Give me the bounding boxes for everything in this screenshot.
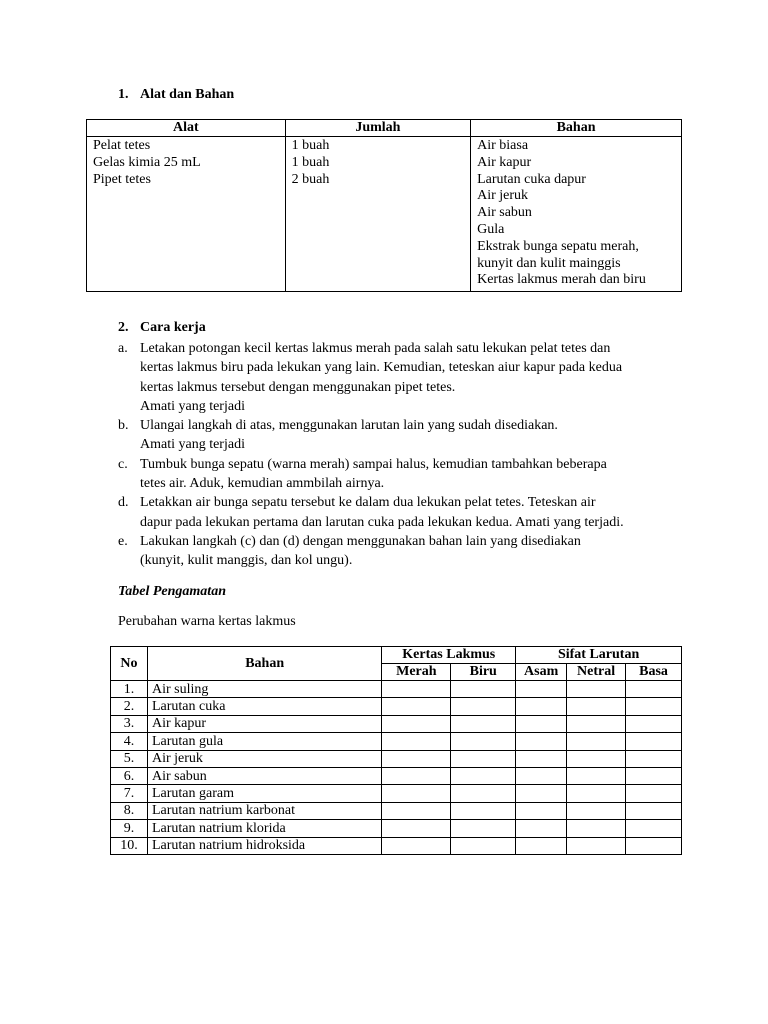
header-biru: Biru (451, 664, 516, 681)
jumlah-item: 1 buah (291, 138, 330, 153)
cell-merah (382, 733, 451, 750)
cell-basa (626, 802, 682, 819)
cell-netral (567, 785, 626, 802)
cell-netral (567, 837, 626, 854)
step-a (118, 339, 688, 416)
step-label: c. (118, 456, 128, 472)
cell-biru (451, 802, 516, 819)
header-jumlah: Jumlah (285, 120, 470, 137)
step-line: Tumbuk bunga sepatu (warna merah) sampai halus, kemudian tambahkan beberapa (140, 456, 607, 472)
section-2-title: Cara kerja (140, 320, 206, 335)
bahan-item: Air sabun (477, 205, 532, 221)
cell-biru (451, 750, 516, 767)
table-row (111, 750, 682, 767)
alat-bahan-table (86, 119, 682, 292)
table-row (111, 733, 682, 750)
step-b (118, 416, 688, 455)
jumlah-item: 1 buah (291, 154, 330, 170)
cell-asam (516, 733, 567, 750)
cell-basa (626, 750, 682, 767)
cell-biru (451, 698, 516, 715)
perubahan-warna-title: Perubahan warna kertas lakmus (118, 614, 296, 629)
row-bahan: Air jeruk (147, 750, 381, 767)
alat-item: Pipet tetes (93, 171, 151, 187)
bahan-item: Air kapur (477, 154, 532, 170)
bahan-item: Ekstrak bunga sepatu merah, (477, 238, 639, 254)
step-line: kertas lakmus biru pada lekukan yang lain. Kemudian, teteskan aiur kapur pada kedua (140, 360, 623, 376)
cell-biru (451, 820, 516, 837)
cell-asam (516, 698, 567, 715)
table-row (111, 837, 682, 854)
alat-item: Gelas kimia 25 mL (93, 154, 201, 170)
row-no: 3. (111, 715, 148, 732)
row-bahan: Larutan garam (147, 785, 381, 802)
cell-biru (451, 767, 516, 784)
cell-netral (567, 802, 626, 819)
cell-basa (626, 837, 682, 854)
row-bahan: Larutan natrium hidroksida (147, 837, 381, 854)
header-asam: Asam (516, 664, 567, 681)
cell-basa (626, 715, 682, 732)
step-line: (kunyit, kulit manggis, dan kol ungu). (140, 553, 353, 569)
cell-netral (567, 820, 626, 837)
row-no: 10. (111, 837, 148, 854)
step-line: Amati yang terjadi (140, 437, 245, 453)
cell-asam (516, 785, 567, 802)
bahan-item: Gula (477, 221, 505, 237)
row-bahan: Air suling (147, 681, 381, 698)
row-bahan: Larutan gula (147, 733, 381, 750)
table-row (111, 715, 682, 732)
cell-netral (567, 750, 626, 767)
header-alat: Alat (87, 120, 286, 137)
cell-merah (382, 715, 451, 732)
table-row (111, 698, 682, 715)
row-no: 2. (111, 698, 148, 715)
row-no: 8. (111, 802, 148, 819)
section-1-title: Alat dan Bahan (140, 87, 235, 102)
cell-basa (626, 820, 682, 837)
table-row (111, 820, 682, 837)
step-line: tetes air. Aduk, kemudian ammbilah airnya. (140, 476, 385, 492)
cell-biru (451, 681, 516, 698)
header-merah: Merah (382, 664, 451, 681)
cell-merah (382, 820, 451, 837)
alat-item: Pelat tetes (93, 138, 151, 153)
step-line: Amati yang terjadi (140, 398, 245, 414)
step-line: Ulangai langkah di atas, menggunakan larutan lain yang sudah disediakan. (140, 418, 558, 434)
jumlah-cell (285, 137, 470, 292)
header-no: No (111, 647, 148, 681)
jumlah-item: 2 buah (291, 171, 330, 187)
cell-biru (451, 733, 516, 750)
cell-asam (516, 681, 567, 698)
step-e (118, 532, 688, 571)
section-1-number: 1. (118, 87, 129, 102)
section-2-heading (118, 320, 206, 336)
section-2-number: 2. (118, 320, 129, 335)
step-label: e. (118, 533, 128, 549)
cell-merah (382, 750, 451, 767)
row-no: 1. (111, 681, 148, 698)
header-bahan: Bahan (471, 120, 682, 137)
step-c (118, 455, 688, 494)
step-d (118, 493, 688, 532)
cell-merah (382, 837, 451, 854)
row-bahan: Air sabun (147, 767, 381, 784)
step-line: Letakan potongan kecil kertas lakmus merah pada salah satu lekukan pelat tetes dan (140, 341, 611, 356)
tabel-pengamatan-title: Tabel Pengamatan (118, 584, 226, 599)
cell-biru (451, 715, 516, 732)
cell-netral (567, 733, 626, 750)
cell-netral (567, 715, 626, 732)
bahan-cell (471, 137, 682, 292)
bahan-item: kunyit dan kulit mainggis (477, 255, 621, 271)
table-row (111, 785, 682, 802)
cell-biru (451, 837, 516, 854)
step-line: kertas lakmus tersebut dengan menggunakan pipet tetes. (140, 379, 456, 395)
cell-asam (516, 750, 567, 767)
cell-merah (382, 802, 451, 819)
cell-netral (567, 698, 626, 715)
cell-basa (626, 785, 682, 802)
cell-merah (382, 681, 451, 698)
cell-asam (516, 802, 567, 819)
header-sifat-larutan: Sifat Larutan (516, 647, 682, 664)
alat-cell (87, 137, 286, 292)
row-no: 9. (111, 820, 148, 837)
row-bahan: Air kapur (147, 715, 381, 732)
cell-asam (516, 767, 567, 784)
row-no: 4. (111, 733, 148, 750)
row-bahan: Larutan natrium klorida (147, 820, 381, 837)
cell-basa (626, 767, 682, 784)
cell-merah (382, 785, 451, 802)
table-row (111, 802, 682, 819)
cell-asam (516, 715, 567, 732)
cell-netral (567, 681, 626, 698)
cell-basa (626, 681, 682, 698)
cell-basa (626, 698, 682, 715)
cell-asam (516, 820, 567, 837)
step-line: Lakukan langkah (c) dan (d) dengan menggunakan bahan lain yang disediakan (140, 533, 581, 549)
row-bahan: Larutan cuka (147, 698, 381, 715)
header-bahan: Bahan (147, 647, 381, 681)
row-no: 6. (111, 767, 148, 784)
bahan-item: Kertas lakmus merah dan biru (477, 272, 646, 288)
bahan-item: Air biasa (477, 138, 529, 153)
section-1-heading (118, 87, 234, 103)
cell-netral (567, 767, 626, 784)
cell-biru (451, 785, 516, 802)
cara-kerja-list (118, 339, 688, 571)
table-row (111, 767, 682, 784)
step-line: Letakkan air bunga sepatu tersebut ke dalam dua lekukan pelat tetes. Teteskan air (140, 495, 596, 511)
cell-basa (626, 733, 682, 750)
pengamatan-table (110, 646, 682, 855)
step-label: b. (118, 418, 129, 434)
step-label: d. (118, 495, 129, 511)
cell-asam (516, 837, 567, 854)
bahan-item: Larutan cuka dapur (477, 171, 586, 187)
cell-merah (382, 698, 451, 715)
header-kertas-lakmus: Kertas Lakmus (382, 647, 516, 664)
header-netral: Netral (567, 664, 626, 681)
header-basa: Basa (626, 664, 682, 681)
row-bahan: Larutan natrium karbonat (147, 802, 381, 819)
cell-merah (382, 767, 451, 784)
bahan-item: Air jeruk (477, 188, 529, 204)
row-no: 5. (111, 750, 148, 767)
step-line: dapur pada lekukan pertama dan larutan cuka pada lekukan kedua. Amati yang terjadi. (140, 514, 624, 530)
table-row (111, 681, 682, 698)
row-no: 7. (111, 785, 148, 802)
step-label: a. (118, 341, 128, 356)
